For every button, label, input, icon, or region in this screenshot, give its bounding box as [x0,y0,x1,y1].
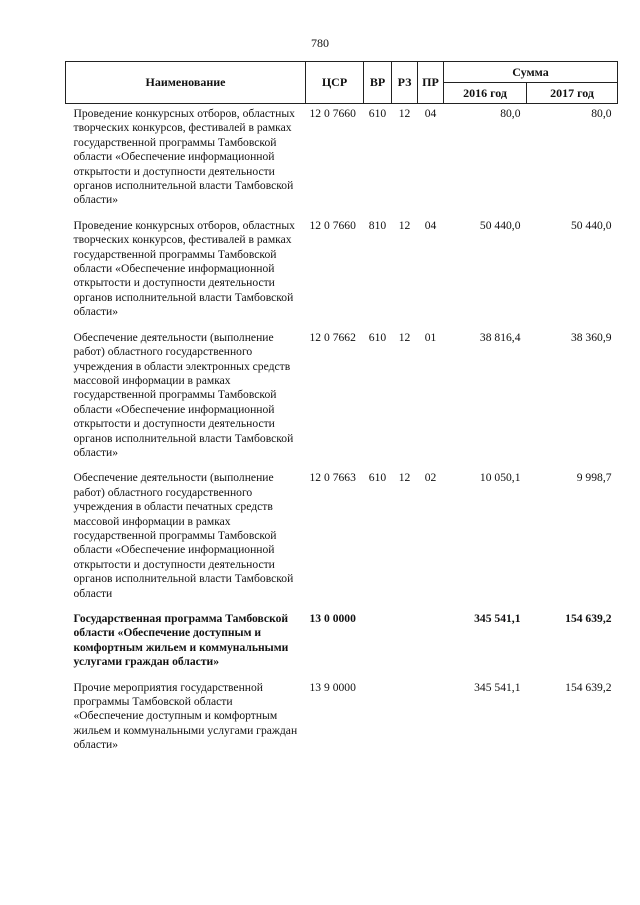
header-rz: РЗ [392,62,418,104]
row-pr: 04 [424,107,437,120]
page-number: 780 [311,36,329,50]
row-vr: 610 [368,330,387,344]
header-vr: ВР [364,62,392,104]
row-sum-2016: 10 050,1 [479,471,521,485]
row-pr [418,678,444,761]
row-name: Прочие мероприятия государственной программы Тамбовской области «Обеспечение доступным и комфортным жильем и коммунальными услугами граждан области» [73,680,298,752]
row-csr: 13 9 0000 [309,680,356,694]
header-pr: ПР [418,62,444,104]
header-csr: ЦСР [306,62,364,104]
row-name: Проведение конкурсных отборов, областных творческих конкурсов, фестивалей в рамках государственной программы Тамбовской области «Обеспечение информационной открытости и доступности деятельности органов исполнительной власти Тамбовской области» [73,107,295,207]
row-name: Обеспечение деятельности (выполнение работ) областного государственного учреждения в области печатных средств массовой информации в рамках государственной программы Тамбовской области «Обеспечение информационной открытости и доступности деятельности органов исполнительной власти Тамбовской области [73,471,294,600]
row-rz: 12 [398,107,411,120]
header-name: Наименование [66,62,306,104]
row-vr: 610 [368,471,387,485]
header-year-2017: 2017 год [527,83,618,104]
table-row [66,328,618,469]
row-sum-2016: 50 440,0 [479,218,521,232]
row-sum-2017: 154 639,2 [565,680,612,694]
row-pr: 01 [424,330,437,344]
header-sum: Сумма [444,62,618,83]
row-sum-2016: 345 541,1 [474,680,521,694]
row-csr: 12 0 7660 [309,107,356,120]
row-rz: 12 [398,471,411,485]
table-row [66,678,618,761]
row-csr: 13 0 0000 [309,612,356,625]
table-row [66,216,618,328]
table-header [66,62,618,104]
row-rz [392,678,418,761]
row-vr: 610 [368,107,387,120]
row-pr: 04 [424,218,437,232]
row-csr: 12 0 7662 [309,330,356,344]
row-sum-2017: 80,0 [591,107,612,120]
row-rz [392,609,418,678]
row-csr: 12 0 7660 [309,218,356,232]
row-pr: 02 [424,471,437,485]
row-sum-2017: 9 998,7 [576,471,612,485]
row-pr [418,609,444,678]
table-row [66,104,618,216]
row-rz: 12 [398,330,411,344]
row-name: Государственная программа Тамбовской области «Обеспечение доступным и комфортным жильем и коммунальными услугами граждан области» [73,612,289,669]
row-sum-2017: 38 360,9 [570,330,612,344]
row-csr: 12 0 7663 [309,471,356,485]
row-rz: 12 [398,218,411,232]
row-name: Обеспечение деятельности (выполнение работ) областного государственного учреждения в области электронных средств массовой информации в рамках государственной программы Тамбовской области «Обеспечение информационной открытости и доступности деятельности органов исполнительной власти Тамбовской области» [73,330,294,459]
row-vr [364,609,392,678]
row-sum-2017: 50 440,0 [570,218,612,232]
budget-table [65,61,618,761]
header-year-2016: 2016 год [444,83,527,104]
table-row-program [66,609,618,678]
row-vr [364,678,392,761]
row-sum-2016: 345 541,1 [474,612,521,625]
row-sum-2016: 38 816,4 [479,330,521,344]
row-name: Проведение конкурсных отборов, областных творческих конкурсов, фестивалей в рамках государственной программы Тамбовской области «Обеспечение информационной открытости и доступности деятельности органов исполнительной власти Тамбовской области» [73,218,295,319]
row-vr: 810 [368,218,387,232]
row-sum-2016: 80,0 [500,107,521,120]
table-row [66,468,618,609]
row-sum-2017: 154 639,2 [565,612,612,625]
